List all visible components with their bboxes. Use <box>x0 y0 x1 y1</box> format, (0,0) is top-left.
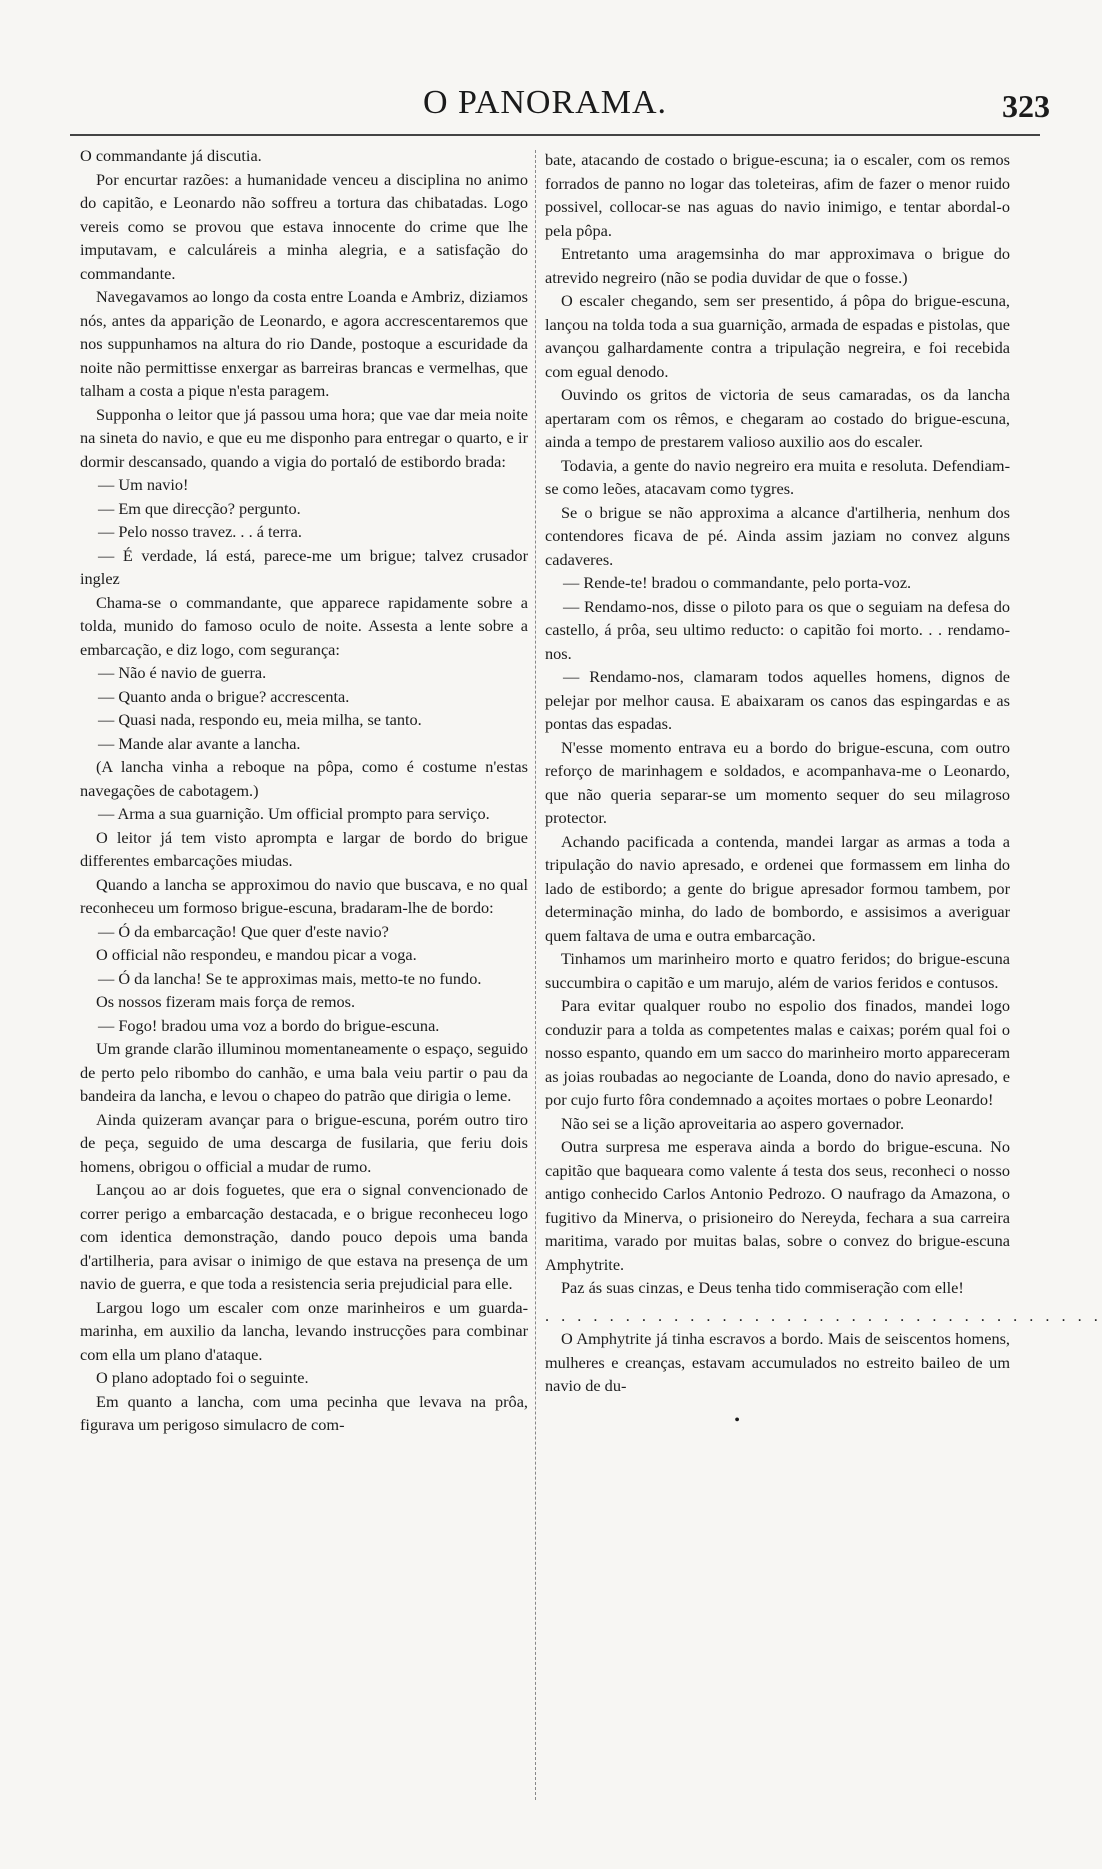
paragraph: Para evitar qualquer roubo no espolio dos finados, mandei logo conduzir para a tolda as competentes malas e caixas; porém qual foi o nosso espanto, quando em um sacco do marinheiro morto appareceram as joias roubadas ao negociante de Loanda, dono do navio apresado, e por cujo furto fôra condemnado a açoites mortaes o pobre Leonardo! <box>545 996 1010 1109</box>
paragraph: bate, atacando de costado o brigue-escuna; ia o escaler, com os remos forrados de panno no logar das toleteiras, afim de fazer o menor ruido possivel, collocar-se nas aguas do navio inimigo, e tentar abordal-o pela pôpa. <box>545 150 1010 240</box>
right-column <box>545 148 1102 1848</box>
end-mark: • <box>734 1409 740 1429</box>
paragraph: Outra surpresa me esperava ainda a bordo do brigue-escuna. No capitão que baqueara como valente á testa dos seus, reconheci o nosso antigo conhecido Carlos Antonio Pedrozo. O naufrago da Amazona, o fugitivo da Minerva, o prisioneiro do Nereyda, fechara a sua carreira maritima, varado por muitas balas, sobre o convez do brigue-escuna Amphytrite. <box>545 1137 1010 1274</box>
paragraph: Não sei se a lição aproveitaria ao aspero governador. <box>561 1113 905 1133</box>
paragraph: Entretanto uma aragemsinha do mar approximava o brigue do atrevido negreiro (não se podia duvidar de que o fosse.) <box>545 244 1010 287</box>
paragraph: Se o brigue se não approxima a alcance d'artilheria, nenhum dos contendores ficava de pé. Ainda assim jaziam no convez alguns cadaveres. <box>545 502 1010 569</box>
header-rule <box>70 134 1040 136</box>
dialogue-line: — Fogo! bradou uma voz a bordo do brigue-escuna. <box>98 1015 440 1035</box>
dialogue-line: — Pelo nosso travez. . . á terra. <box>98 522 302 541</box>
paragraph: Um grande clarão illuminou momentaneamente o espaço, seguido de perto pelo ribombo do canhão, e uma bala veiu partir o pau da bandeira da lancha, e levou o chapeo do patrão que dirigia o leme. <box>80 1039 528 1105</box>
paragraph: Supponha o leitor que já passou uma hora; que vae dar meia noite na sineta do navio, e que eu me disponho para entregar o quarto, e ir dormir descansado, quando a vigia do portaló de estibordo brada: <box>80 404 528 471</box>
paragraph: Ainda quizeram avançar para o brigue-escuna, porém outro tiro de peça, seguido de uma descarga de fusilaria, que feriu dois homens, obrigou o official a mudar de rumo. <box>80 1109 528 1176</box>
paragraph: Lançou ao ar dois foguetes, que era o signal convencionado de correr perigo a embarcação destacada, e o brigue reconheceu logo com identica demonstração, dando pouco depois uma banda d'artilheria, para avisar o inimigo de que estava na presença de um navio de guerra, e que toda a resistencia seria prejudicial para elle. <box>80 1180 528 1293</box>
dialogue-line: — Ó da embarcação! Que quer d'este navio? <box>98 921 389 941</box>
dialogue-line: — Rendamo-nos, disse o piloto para os que o seguiam na defesa do castello, á prôa, seu ultimo reducto: o capitão foi morto. . . rendamo-nos. <box>545 596 1010 663</box>
dialogue-line: — Mande alar avante a lancha. <box>98 733 301 753</box>
dialogue-line: — Quasi nada, respondo eu, meia milha, se tanto. <box>98 710 422 729</box>
paragraph: Em quanto a lancha, com uma pecinha que levava na prôa, figurava um perigoso simulacro de com- <box>80 1391 528 1434</box>
paragraph: Largou logo um escaler com onze marinheiros e um guarda-marinha, em auxilio da lancha, levando instrucções para combinar com ella um plano d'ataque. <box>80 1297 528 1364</box>
paragraph: O Amphytrite já tinha escravos a bordo. Mais de seiscentos homens, mulheres e creanças, estavam accumulados no estreito baileo de um navio de du- <box>545 1329 1010 1395</box>
dialogue-line: — Rendamo-nos, clamaram todos aquelles homens, dignos de pelejar por melhor causa. E abaixaram os canos das espingardas e as pontas das espadas. <box>545 667 1010 733</box>
column-divider <box>535 150 536 1800</box>
section-separator: . . . . . . . . . . . . . . . . . . . . . . . . . . . . . . . . . . . <box>545 1305 1102 1325</box>
paragraph: N'esse momento entrava eu a bordo do brigue-escuna, com outro reforço de marinhagem e soldados, e acompanhava-me o Leonardo, que não queria separar-se um momento sequer do seu milagroso protector. <box>545 737 1010 827</box>
paragraph: Quando a lancha se approximou do navio que buscava, e no qual reconheceu um formoso brigue-escuna, bradaram-lhe de bordo: <box>80 874 528 917</box>
paragraph: O escaler chegando, sem ser presentido, á pôpa do brigue-escuna, lançou na tolda toda a sua guarnição, armada de espadas e pistolas, que avançou galhardamente contra a tripulação negreira, e foi recebida com egual denodo. <box>545 291 1010 381</box>
paragraph: Ouvindo os gritos de victoria de seus camaradas, os da lancha apertaram com os rêmos, e chegaram ao costado do brigue-escuna, ainda a tempo de prestarem valioso auxilio aos do escaler. <box>545 385 1010 451</box>
paragraph: Os nossos fizeram mais força de remos. <box>96 992 356 1011</box>
paragraph: Todavia, a gente do navio negreiro era muita e resoluta. Defendiam-se como leões, atacavam como tygres. <box>545 455 1010 498</box>
paragraph: Chama-se o commandante, que apparece rapidamente sobre a tolda, munido do famoso oculo de noite. Assesta a lente sobre a embarcação, e diz logo, com segurança: <box>80 592 528 659</box>
dialogue-line: — Não é navio de guerra. <box>98 663 267 682</box>
dialogue-line: — Arma a sua guarnição. Um official prompto para serviço. <box>98 804 490 823</box>
dialogue-line: — Rende-te! bradou o commandante, pelo porta-voz. <box>563 573 912 592</box>
dialogue-line: — É verdade, lá está, parece-me um brigue; talvez crusador inglez <box>80 545 528 588</box>
paragraph: O plano adoptado foi o seguinte. <box>96 1368 309 1387</box>
paragraph: (A lancha vinha a reboque na pôpa, como é costume n'estas navegações de cabotagem.) <box>80 757 528 800</box>
paragraph: Paz ás suas cinzas, e Deus tenha tido commiseração com elle! <box>561 1278 964 1297</box>
dialogue-line: — Ó da lancha! Se te approximas mais, metto-te no fundo. <box>98 968 482 988</box>
paragraph: Por encurtar razões: a humanidade venceu a disciplina no animo do capitão, e Leonardo não soffreu a tortura das chibatadas. Logo vereis como se provou que estava innocente do crime que lhe imputavam, e calculáreis a minha alegria, e a satisfação do commandante. <box>80 169 528 283</box>
paragraph: O leitor já tem visto aprompta e largar de bordo do brigue differentes embarcações miudas. <box>80 827 528 870</box>
dialogue-line: — Em que direcção? pergunto. <box>98 498 301 518</box>
newspaper-title: O PANORAMA. <box>422 84 668 121</box>
dialogue-line: — Um navio! <box>98 475 189 494</box>
paragraph: O official não respondeu, e mandou picar a voga. <box>96 945 417 964</box>
paragraph: O commandante já discutia. <box>80 146 262 165</box>
paragraph: Tinhamos um marinheiro morto e quatro feridos; do brigue-escuna succumbira o capitão e um marujo, além de varios feridos e contusos. <box>545 949 1010 992</box>
left-column <box>80 144 528 1844</box>
paragraph: Navegavamos ao longo da costa entre Loanda e Ambriz, diziamos nós, antes da apparição de Leonardo, e agora accrescentaremos que nos suppunhamos na altura do rio Dande, postoque a escuridade da noite não permittisse enxergar as barreiras brancas e vermelhas, que talham a costa a pique n'esta paragem. <box>80 287 528 400</box>
paragraph: Achando pacificada a contenda, mandei largar as armas a toda a tripulação do navio apresado, e ordenei que formassem em linha do lado de estibordo; a gente do brigue apresador formou tambem, por determinação minha, do lado de bombordo, e assisimos a averiguar quem faltava de uma e outra embarcação. <box>545 831 1010 945</box>
page-number: 323 <box>1002 88 1050 124</box>
masthead <box>60 84 1050 134</box>
dialogue-line: — Quanto anda o brigue? accrescenta. <box>98 686 350 706</box>
